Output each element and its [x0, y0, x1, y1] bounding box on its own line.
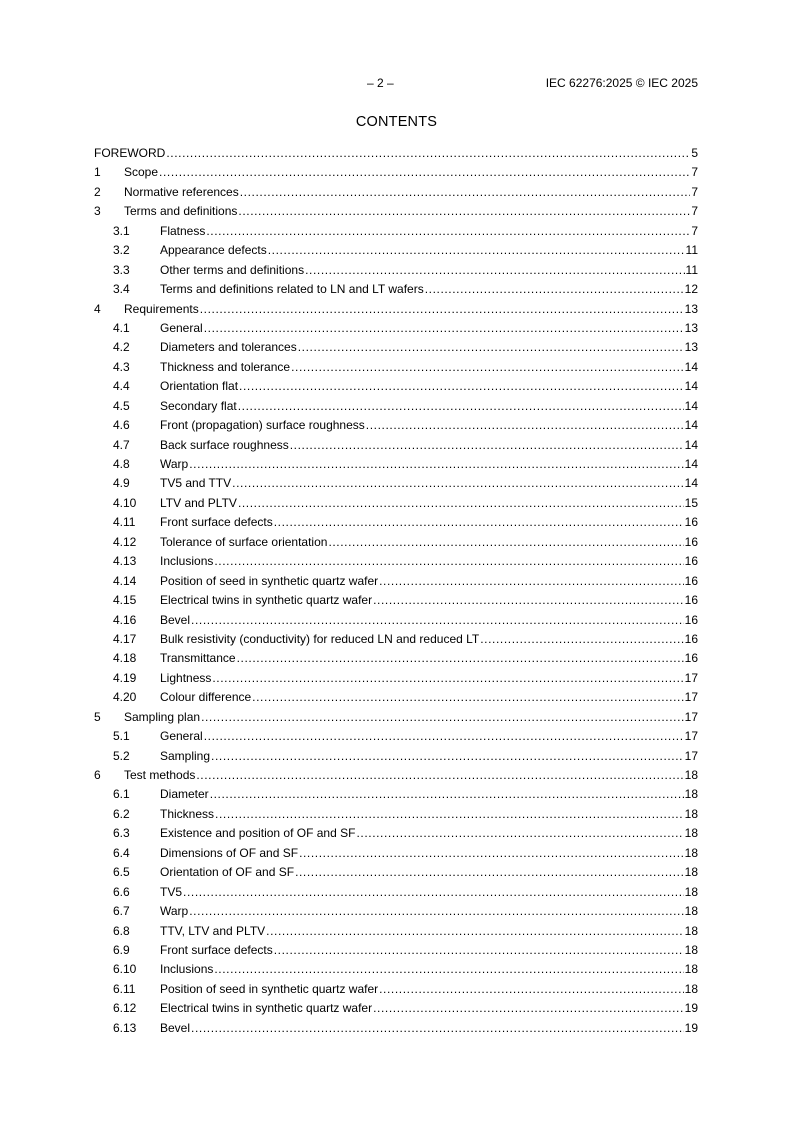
toc-entry-number: 6.4 [113, 845, 130, 860]
toc-entry-number: 4.6 [113, 418, 130, 433]
dot-leader [200, 300, 684, 319]
dot-leader [211, 747, 684, 766]
toc-entry-number: 6.7 [113, 904, 130, 919]
toc-entry[interactable] [94, 397, 698, 416]
toc-entry[interactable] [94, 785, 698, 804]
toc-entry[interactable] [94, 358, 698, 377]
dot-leader [240, 183, 691, 202]
toc-entry-label: Terms and definitions related to LN and LT wafers [160, 282, 424, 297]
dot-leader [196, 766, 683, 785]
dot-leader [305, 261, 684, 280]
toc-entry-label: TV5 and TTV [160, 476, 232, 491]
toc-entry-number: 6.3 [113, 826, 130, 841]
toc-entry-number: 4.18 [113, 651, 137, 666]
toc-entry-page: 18 [684, 865, 698, 880]
toc-entry-page: 14 [684, 359, 698, 374]
toc-entry[interactable] [94, 241, 698, 260]
toc-entry-number: 6.13 [113, 1020, 137, 1035]
toc-entry[interactable] [94, 222, 698, 241]
toc-entry-number: 3.1 [113, 223, 130, 238]
toc-entry-page: 18 [684, 787, 698, 802]
toc-entry-page: 16 [684, 554, 698, 569]
toc-entry[interactable] [94, 377, 698, 396]
dot-leader [201, 708, 684, 727]
toc-entry-label: Warp [160, 457, 189, 471]
dot-leader [379, 572, 684, 591]
toc-entry-label: Orientation flat [160, 379, 239, 394]
dot-leader [206, 222, 690, 241]
toc-entry-number: 6.2 [113, 806, 130, 821]
dot-leader [291, 358, 684, 377]
toc-entry-number: 6 [94, 768, 101, 782]
toc-entry-page: 14 [684, 398, 698, 413]
dot-leader [232, 474, 683, 493]
toc-entry[interactable] [94, 1019, 698, 1038]
toc-entry-page: 18 [684, 923, 698, 938]
toc-entry-page: 19 [684, 1020, 698, 1035]
toc-entry[interactable] [94, 980, 698, 999]
toc-entry-number: 6.5 [113, 865, 130, 880]
toc-entry-page: 11 [685, 262, 698, 277]
dot-leader [379, 980, 684, 999]
toc-entry[interactable] [94, 300, 698, 319]
toc-entry-label: Secondary flat [160, 398, 237, 413]
toc-entry-number: 4.8 [113, 457, 130, 471]
page-title: CONTENTS [355, 114, 438, 130]
toc-entry-page: 17 [684, 709, 698, 724]
toc-entry-page: 15 [684, 495, 698, 510]
toc-entry[interactable] [94, 747, 698, 766]
toc-entry-number: 4.13 [113, 554, 137, 569]
toc-entry-number: 4.16 [113, 612, 137, 627]
dot-leader [214, 552, 683, 571]
toc-entry[interactable] [94, 163, 698, 182]
toc-entry-page: 16 [684, 534, 698, 549]
toc-entry-label: FOREWORD [94, 146, 166, 160]
toc-entry-label: Thickness and tolerance [160, 359, 291, 374]
toc-entry-label: Thickness [160, 806, 215, 821]
dot-leader [274, 941, 684, 960]
dot-leader [268, 241, 685, 260]
dot-leader [204, 319, 684, 338]
toc-entry-page: 18 [684, 962, 698, 977]
toc-entry[interactable] [94, 805, 698, 824]
toc-entry-label: Appearance defects [160, 243, 267, 258]
toc-entry-label: Other terms and definitions [160, 262, 305, 277]
dot-leader [215, 805, 684, 824]
toc-entry-label: Tolerance of surface orientation [160, 534, 328, 549]
toc-entry[interactable] [94, 844, 698, 863]
toc-entry-label: Bulk resistivity (conductivity) for reduced LN and reduced LT [160, 631, 480, 646]
toc-entry-page: 18 [684, 768, 698, 782]
toc-entry-label: Diameters and tolerances [160, 340, 297, 355]
toc-entry[interactable] [94, 883, 698, 902]
toc-entry[interactable] [94, 183, 698, 202]
toc-entry-label: Sampling plan [124, 709, 201, 724]
toc-entry-label: Terms and definitions [124, 204, 238, 219]
toc-entry-page: 12 [684, 282, 698, 297]
toc-entry-number: 4.7 [113, 437, 130, 452]
toc-entry-page: 14 [684, 379, 698, 394]
page-header [0, 76, 793, 92]
toc-entry[interactable] [94, 474, 698, 493]
dot-leader [159, 163, 690, 182]
toc-entry-label: General [160, 320, 203, 335]
toc-entry[interactable] [94, 863, 698, 882]
toc-entry-page: 19 [684, 1001, 698, 1016]
dot-leader [299, 844, 684, 863]
toc-entry-label: General [160, 729, 203, 744]
toc-entry-number: 2 [94, 184, 101, 199]
dot-leader [237, 649, 684, 668]
dot-leader [480, 630, 683, 649]
toc-entry-number: 4.19 [113, 670, 137, 685]
toc-entry-number: 4.12 [113, 534, 137, 549]
dot-leader [191, 1019, 684, 1038]
dot-leader [295, 863, 684, 882]
toc-entry-page: 7 [691, 204, 698, 219]
toc-entry-number: 5.2 [113, 748, 130, 763]
dot-leader [356, 824, 683, 843]
toc-entry[interactable] [94, 649, 698, 668]
dot-leader [191, 611, 684, 630]
toc-entry[interactable] [94, 280, 698, 299]
toc-entry[interactable] [94, 630, 698, 649]
toc-entry-label: Bevel [160, 612, 191, 627]
dot-leader [366, 416, 684, 435]
toc-entry[interactable] [94, 611, 698, 630]
toc-entry[interactable] [94, 144, 698, 163]
toc-entry-page: 16 [684, 515, 698, 530]
toc-entry-label: Front surface defects [160, 942, 273, 957]
toc-entry-number: 4.2 [113, 340, 130, 355]
toc-entry[interactable] [94, 766, 698, 785]
dot-leader [204, 727, 684, 746]
dot-leader [183, 883, 684, 902]
toc-entry-label: Existence and position of OF and SF [160, 826, 356, 841]
dot-leader [238, 397, 684, 416]
document-reference: IEC 62276:2025 © IEC 2025 [545, 76, 698, 90]
toc-entry[interactable] [94, 552, 698, 571]
toc-entry[interactable] [94, 436, 698, 455]
toc-entry-page: 14 [684, 457, 698, 471]
toc-entry[interactable] [94, 319, 698, 338]
toc-entry-page: 18 [684, 942, 698, 957]
toc-entry-number: 3.3 [113, 262, 130, 277]
toc-entry-label: Position of seed in synthetic quartz wafer [160, 573, 379, 588]
toc-entry-page: 13 [684, 340, 698, 355]
toc-entry-label: Front (propagation) surface roughness [160, 418, 365, 433]
toc-entry-label: Normative references [124, 184, 239, 199]
toc-entry-number: 4.10 [113, 495, 137, 510]
toc-entry[interactable] [94, 708, 698, 727]
toc-entry-label: Scope [124, 165, 159, 180]
toc-entry-label: Inclusions [160, 962, 214, 977]
toc-entry-page: 18 [684, 981, 698, 996]
toc-entry-page: 7 [691, 184, 698, 199]
dot-leader [189, 902, 683, 921]
toc-entry[interactable] [94, 261, 698, 280]
page-number: – 2 – [367, 76, 394, 90]
toc-entry-page: 18 [684, 884, 698, 899]
dot-leader [274, 513, 684, 532]
toc-entry-label: Position of seed in synthetic quartz wafer [160, 981, 379, 996]
toc-entry-page: 11 [685, 243, 698, 258]
toc-entry-page: 18 [684, 806, 698, 821]
toc-entry-page: 14 [684, 418, 698, 433]
toc-entry-page: 17 [684, 670, 698, 685]
table-of-contents [94, 144, 698, 1038]
toc-entry[interactable] [94, 824, 698, 843]
toc-entry-label: Inclusions [160, 554, 214, 569]
toc-entry-number: 4.3 [113, 359, 130, 374]
toc-entry-number: 4.4 [113, 379, 130, 394]
toc-entry-number: 4.11 [113, 515, 136, 530]
toc-entry-label: Warp [160, 904, 189, 919]
toc-entry-label: Front surface defects [160, 515, 273, 530]
toc-entry[interactable] [94, 513, 698, 532]
dot-leader [239, 377, 684, 396]
toc-entry-number: 1 [94, 165, 101, 180]
toc-entry-label: LTV and PLTV [160, 495, 237, 510]
toc-entry-label: Electrical twins in synthetic quartz wafer [160, 593, 373, 608]
toc-entry-label: Test methods [124, 768, 196, 782]
toc-entry[interactable] [94, 591, 698, 610]
toc-entry-page: 18 [684, 845, 698, 860]
toc-entry-label: Sampling [160, 748, 211, 763]
toc-entry-number: 6.11 [113, 981, 136, 996]
dot-leader [238, 202, 690, 221]
toc-entry[interactable] [94, 727, 698, 746]
dot-leader [212, 669, 683, 688]
toc-entry-label: Orientation of OF and SF [160, 865, 295, 880]
toc-entry-page: 16 [684, 651, 698, 666]
toc-entry-page: 7 [691, 223, 698, 238]
toc-entry-page: 17 [684, 729, 698, 744]
toc-entry-label: Diameter [160, 787, 209, 802]
toc-entry-page: 18 [684, 904, 698, 919]
toc-entry-label: Bevel [160, 1020, 191, 1035]
toc-entry-number: 6.12 [113, 1001, 137, 1016]
toc-entry[interactable] [94, 902, 698, 921]
toc-entry-number: 4.20 [113, 690, 137, 705]
toc-entry-number: 3 [94, 204, 101, 219]
toc-entry-page: 17 [684, 690, 698, 705]
toc-entry-page: 14 [684, 437, 698, 452]
toc-entry-label: Dimensions of OF and SF [160, 845, 299, 860]
toc-entry[interactable] [94, 455, 698, 474]
toc-entry-label: Flatness [160, 223, 206, 238]
toc-entry-number: 4.14 [113, 573, 137, 588]
toc-entry-page: 5 [691, 146, 698, 160]
toc-entry-page: 16 [684, 573, 698, 588]
toc-entry-number: 6.8 [113, 923, 130, 938]
toc-entry[interactable] [94, 922, 698, 941]
dot-leader [290, 436, 684, 455]
dot-leader [298, 338, 684, 357]
dot-leader [210, 785, 684, 804]
toc-entry-number: 4.15 [113, 593, 137, 608]
toc-entry-number: 4.5 [113, 398, 130, 413]
toc-entry-label: Electrical twins in synthetic quartz wafer [160, 1001, 373, 1016]
toc-entry-number: 3.2 [113, 243, 130, 258]
toc-entry[interactable] [94, 669, 698, 688]
toc-entry-number: 6.9 [113, 942, 130, 957]
toc-entry-label: TTV, LTV and PLTV [160, 923, 266, 938]
toc-entry-page: 13 [684, 301, 698, 316]
toc-entry[interactable] [94, 338, 698, 357]
dot-leader [373, 591, 684, 610]
toc-entry-page: 18 [684, 826, 698, 841]
toc-entry-number: 3.4 [113, 282, 130, 297]
dot-leader [328, 533, 683, 552]
toc-entry-number: 6.10 [113, 962, 137, 977]
toc-entry-number: 5 [94, 709, 101, 724]
dot-leader [166, 144, 690, 163]
toc-entry[interactable] [94, 494, 698, 513]
dot-leader [238, 494, 684, 513]
toc-entry-page: 16 [684, 593, 698, 608]
toc-entry-page: 14 [684, 476, 698, 491]
toc-entry-number: 4 [94, 301, 101, 316]
toc-entry-page: 7 [691, 165, 698, 180]
dot-leader [373, 999, 684, 1018]
toc-entry-number: 4.17 [113, 631, 137, 646]
dot-leader [425, 280, 684, 299]
toc-entry-label: Colour difference [160, 690, 252, 705]
toc-entry[interactable] [94, 572, 698, 591]
dot-leader [189, 455, 683, 474]
toc-entry[interactable] [94, 941, 698, 960]
toc-entry-label: TV5 [160, 884, 183, 899]
toc-entry-number: 4.1 [113, 320, 130, 335]
toc-entry[interactable] [94, 202, 698, 221]
dot-leader [252, 688, 683, 707]
toc-entry-label: Requirements [124, 301, 199, 316]
toc-entry[interactable] [94, 416, 698, 435]
toc-entry[interactable] [94, 533, 698, 552]
toc-entry-page: 13 [684, 320, 698, 335]
dot-leader [214, 960, 683, 979]
toc-entry-page: 16 [684, 612, 698, 627]
toc-entry[interactable] [94, 960, 698, 979]
toc-entry-number: 6.1 [113, 787, 130, 802]
toc-entry-label: Back surface roughness [160, 437, 289, 452]
toc-entry-number: 5.1 [113, 729, 130, 744]
toc-entry-page: 16 [684, 631, 698, 646]
toc-entry-number: 4.9 [113, 476, 130, 491]
toc-entry[interactable] [94, 999, 698, 1018]
toc-entry-label: Transmittance [160, 651, 236, 666]
dot-leader [266, 922, 683, 941]
toc-entry-label: Lightness [160, 670, 212, 685]
toc-entry-page: 17 [684, 748, 698, 763]
toc-entry-number: 6.6 [113, 884, 130, 899]
toc-entry[interactable] [94, 688, 698, 707]
